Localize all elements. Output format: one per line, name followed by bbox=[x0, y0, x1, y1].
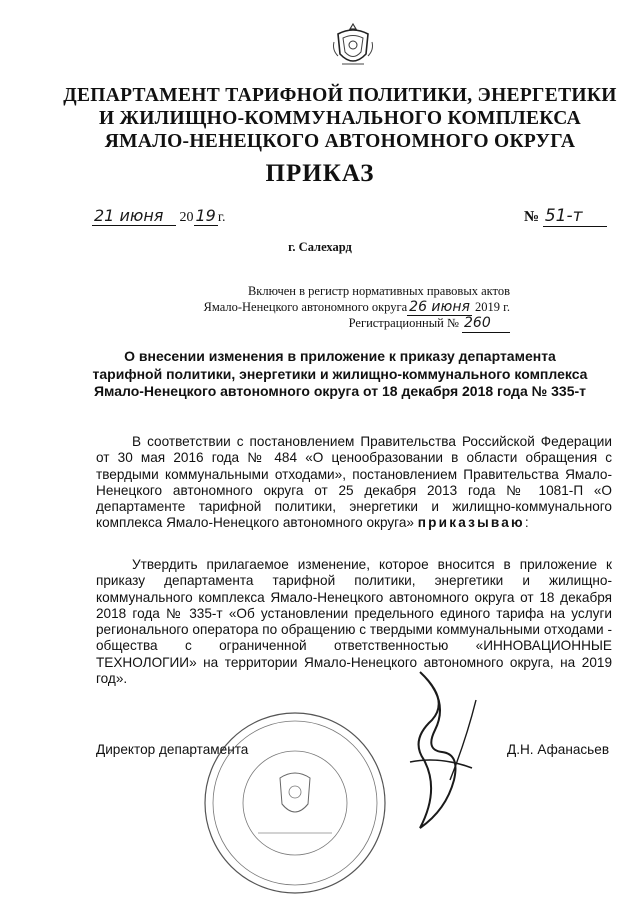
number-label: № bbox=[524, 209, 540, 225]
date-day-month: 21 июня bbox=[92, 206, 176, 226]
signatory-name: Д.Н. Афанасьев bbox=[507, 742, 610, 757]
registry-line-3 bbox=[150, 316, 510, 333]
date-year-prefix: 20 bbox=[179, 210, 194, 225]
body-paragraph-2: Утвердить прилагаемое изменение, которое вносится в приложение к приказу департамента тарифной политики, энергетики и жилищно-коммунального комплекса Ямало-Ненецкого автономного округа от 18 декабря 2018 года № 335-т «Об установлении предельного единого тарифа на услуги регионального оператора по обращению с твердыми коммунальными отходами - общества с ограниченной ответственностью «ИННОВАЦИОННЫЕ ТЕХНОЛОГИИ» на территории Ямало-Ненецкого автономного округа, на 2019 год». bbox=[96, 557, 612, 687]
department-line-3: ЯМАЛО-НЕНЕЦКОГО АВТОНОМНОГО ОКРУГА bbox=[104, 131, 576, 152]
coat-of-arms-icon bbox=[330, 20, 376, 72]
registry-line-2-suffix: 2019 г. bbox=[475, 299, 510, 314]
order-title: О внесении изменения в приложение к приказу департамента тарифной политики, энергетики и жилищно-коммунального комплекса Ямало-Ненецкого автономного округа от 18 декабря 2018 года № 335-т bbox=[92, 348, 588, 399]
department-line-1: ДЕПАРТАМЕНТ ТАРИФНОЙ ПОЛИТИКИ, ЭНЕРГЕТИКИ bbox=[63, 85, 617, 106]
registry-number: 260 bbox=[462, 316, 510, 333]
handwritten-signature-icon bbox=[380, 660, 490, 835]
date-year: 19 bbox=[195, 206, 216, 225]
date-suffix: г. bbox=[217, 210, 226, 225]
document-type: ПРИКАЗ bbox=[265, 160, 375, 187]
paragraph-1-end: : bbox=[524, 515, 529, 531]
city: г. Салехард bbox=[288, 240, 352, 254]
registry-note bbox=[150, 284, 510, 333]
registry-line-1: Включен в регистр нормативных правовых актов bbox=[247, 284, 510, 298]
registry-date: 26 июня bbox=[409, 298, 470, 315]
registry-number-label: Регистрационный № bbox=[348, 316, 459, 330]
order-date bbox=[92, 206, 226, 226]
department-line-2: И ЖИЛИЩНО-КОММУНАЛЬНОГО КОМПЛЕКСА bbox=[98, 108, 582, 129]
round-seal-icon bbox=[198, 708, 393, 898]
registry-line-2-prefix: Ямало-Ненецкого автономного округа bbox=[203, 299, 408, 314]
number-value: 51-т bbox=[543, 206, 607, 227]
paragraph-1-text: В соответствии с постановлением Правительства Российской Федерации от 30 мая 2016 года № 484 «О ценообразовании в области обращения с твердыми коммунальными отходами», постановлением Правительства Ямало-Ненецкого автономного округа от 25 декабря 2013 года № 1081-П «О департаменте тарифной политики, энергетики и жилищно-коммунального комплекса Ямало-Ненецкого автономного округа» bbox=[96, 434, 612, 531]
body-paragraph-1 bbox=[96, 434, 612, 532]
command-word: приказываю bbox=[417, 515, 525, 531]
registry-line-2 bbox=[150, 300, 510, 317]
order-number bbox=[524, 206, 607, 227]
department-name bbox=[60, 84, 620, 153]
signatory-position: Директор департамента bbox=[96, 742, 249, 757]
